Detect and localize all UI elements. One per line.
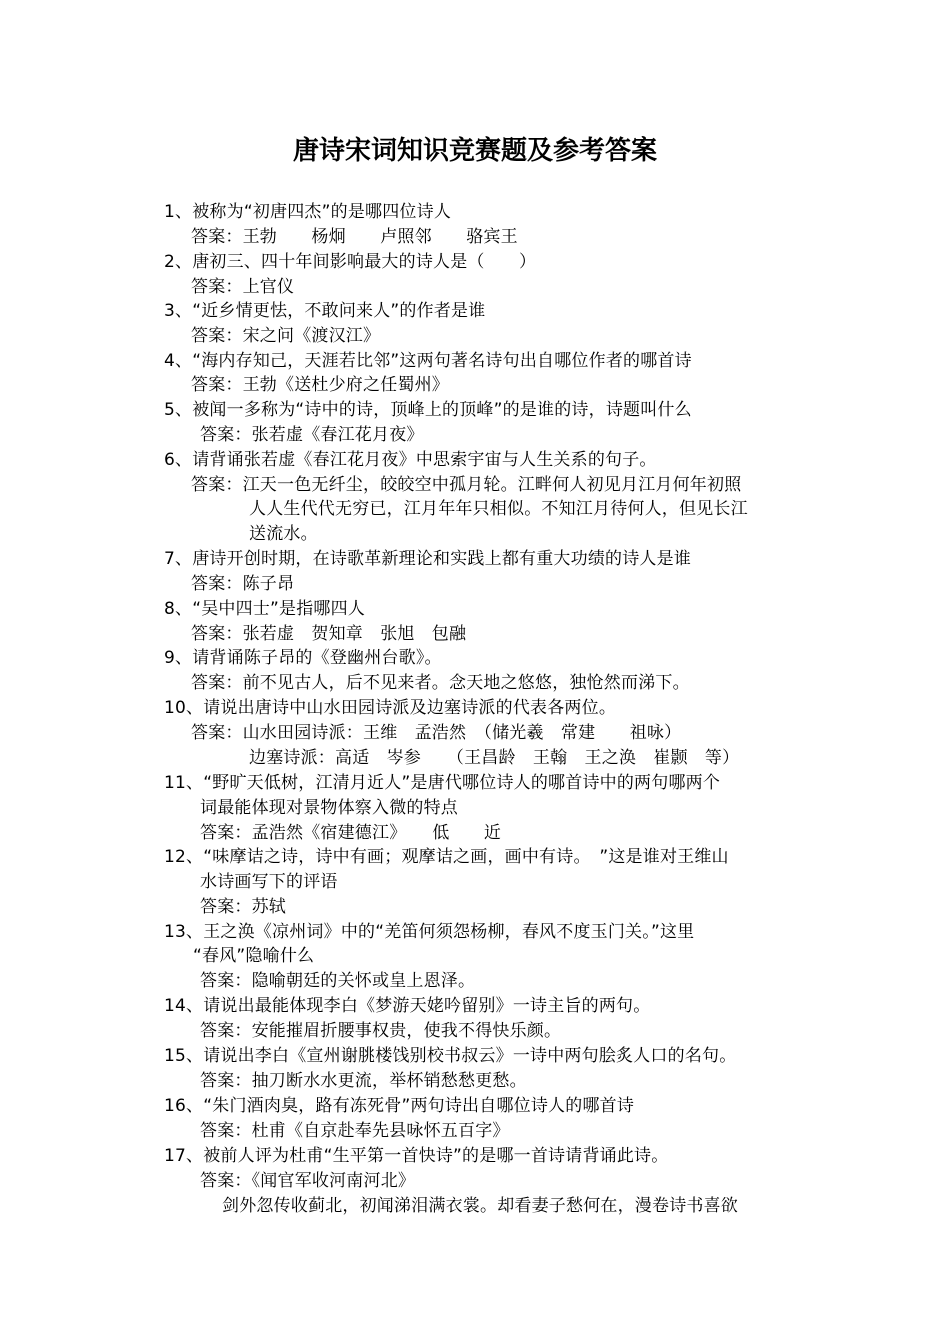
answer-line: 答案：张若虚《春江花月夜》 (200, 425, 424, 445)
answer-line: 答案：《闻官军收河南河北》 (200, 1171, 416, 1191)
question-line: 15、请说出李白《宣州谢朓楼饯别校书叔云》一诗中两句脍炙人口的名句。 (164, 1046, 737, 1066)
answer-continuation-line: 边塞诗派：高适 岑参 （王昌龄 王翰 王之涣 崔颢 等） (249, 748, 740, 768)
answer-line: 答案：江天一色无纤尘，皎皎空中孤月轮。江畔何人初见月江月何年初照 (191, 475, 742, 495)
question-line: 13、王之涣《凉州词》中的“羌笛何须怨杨柳，春风不度玉门关。”这里 (164, 922, 695, 942)
answer-line: 答案：山水田园诗派：王维 孟浩然 （储光羲 常建 祖咏） (191, 723, 682, 743)
document-title: 唐诗宋词知识竞赛题及参考答案 (292, 136, 657, 166)
question-line: 12、“味摩诘之诗，诗中有画；观摩诘之画，画中有诗。 ”这是谁对王维山 (164, 847, 729, 867)
answer-line: 答案：抽刀断水水更流，举杯销愁愁更愁。 (200, 1071, 527, 1091)
question-line: 5、被闻一多称为“诗中的诗，顶峰上的顶峰”的是谁的诗，诗题叫什么 (164, 400, 692, 420)
question-line: 16、“朱门酒肉臭，路有冻死骨”两句诗出自哪位诗人的哪首诗 (164, 1096, 635, 1116)
answer-continuation-line: 人人生代代无穷已，江月年年只相似。不知江月待何人，但见长江 (249, 499, 748, 519)
question-line: 2、唐初三、四十年间影响最大的诗人是（ ） (164, 252, 537, 272)
question-line: 11、“野旷天低树，江清月近人”是唐代哪位诗人的哪首诗中的两句哪两个 (164, 773, 721, 793)
question-line: 3、“近乡情更怯，不敢问来人”的作者是谁 (164, 301, 486, 321)
poem-line: 剑外忽传收蓟北，初闻涕泪满衣裳。却看妻子愁何在，漫卷诗书喜欲 (222, 1196, 738, 1216)
answer-line: 答案：张若虚 贺知章 张旭 包融 (191, 624, 467, 644)
answer-continuation-line: 送流水。 (249, 524, 318, 544)
answer-line: 答案：隐喻朝廷的关怀或皇上恩泽。 (200, 971, 476, 991)
question-line: 6、请背诵张若虚《春江花月夜》中思索宇宙与人生关系的句子。 (164, 450, 657, 470)
answer-line: 答案：上官仪 (191, 277, 295, 297)
question-line: 9、请背诵陈子昂的《登幽州台歌》。 (164, 648, 442, 668)
question-line: 7、唐诗开创时期，在诗歌革新理论和实践上都有重大功绩的诗人是谁 (164, 549, 692, 569)
answer-line: 答案：前不见古人，后不见来者。念天地之悠悠，独怆然而涕下。 (191, 673, 690, 693)
question-line: 4、“海内存知己，天涯若比邻”这两句著名诗句出自哪位作者的哪首诗 (164, 351, 692, 371)
question-continuation-line: 水诗画写下的评语 (200, 872, 338, 892)
answer-line: 答案：王勃 杨炯 卢照邻 骆宾王 (191, 227, 518, 247)
question-line: 14、请说出最能体现李白《梦游天姥吟留别》一诗主旨的两句。 (164, 996, 651, 1016)
answer-line: 答案：宋之问《渡汉江》 (191, 326, 381, 346)
question-continuation-line: “春风”隐喻什么 (193, 946, 315, 966)
answer-line: 答案：陈子昂 (191, 574, 295, 594)
answer-line: 答案：杜甫《自京赴奉先县咏怀五百字》 (200, 1121, 510, 1141)
question-continuation-line: 词最能体现对景物体察入微的特点 (200, 798, 458, 818)
question-line: 8、“吴中四士”是指哪四人 (164, 599, 366, 619)
question-line: 1、被称为“初唐四杰”的是哪四位诗人 (164, 202, 452, 222)
question-line: 17、被前人评为杜甫“生平第一首快诗”的是哪一首诗请背诵此诗。 (164, 1146, 669, 1166)
answer-line: 答案：苏轼 (200, 897, 286, 917)
question-line: 10、请说出唐诗中山水田园诗派及边塞诗派的代表各两位。 (164, 698, 617, 718)
answer-line: 答案：孟浩然《宿建德江》 低 近 (200, 823, 502, 843)
answer-line: 答案：安能摧眉折腰事权贵，使我不得快乐颜。 (200, 1021, 562, 1041)
answer-line: 答案：王勃《送杜少府之任蜀州》 (191, 375, 449, 395)
